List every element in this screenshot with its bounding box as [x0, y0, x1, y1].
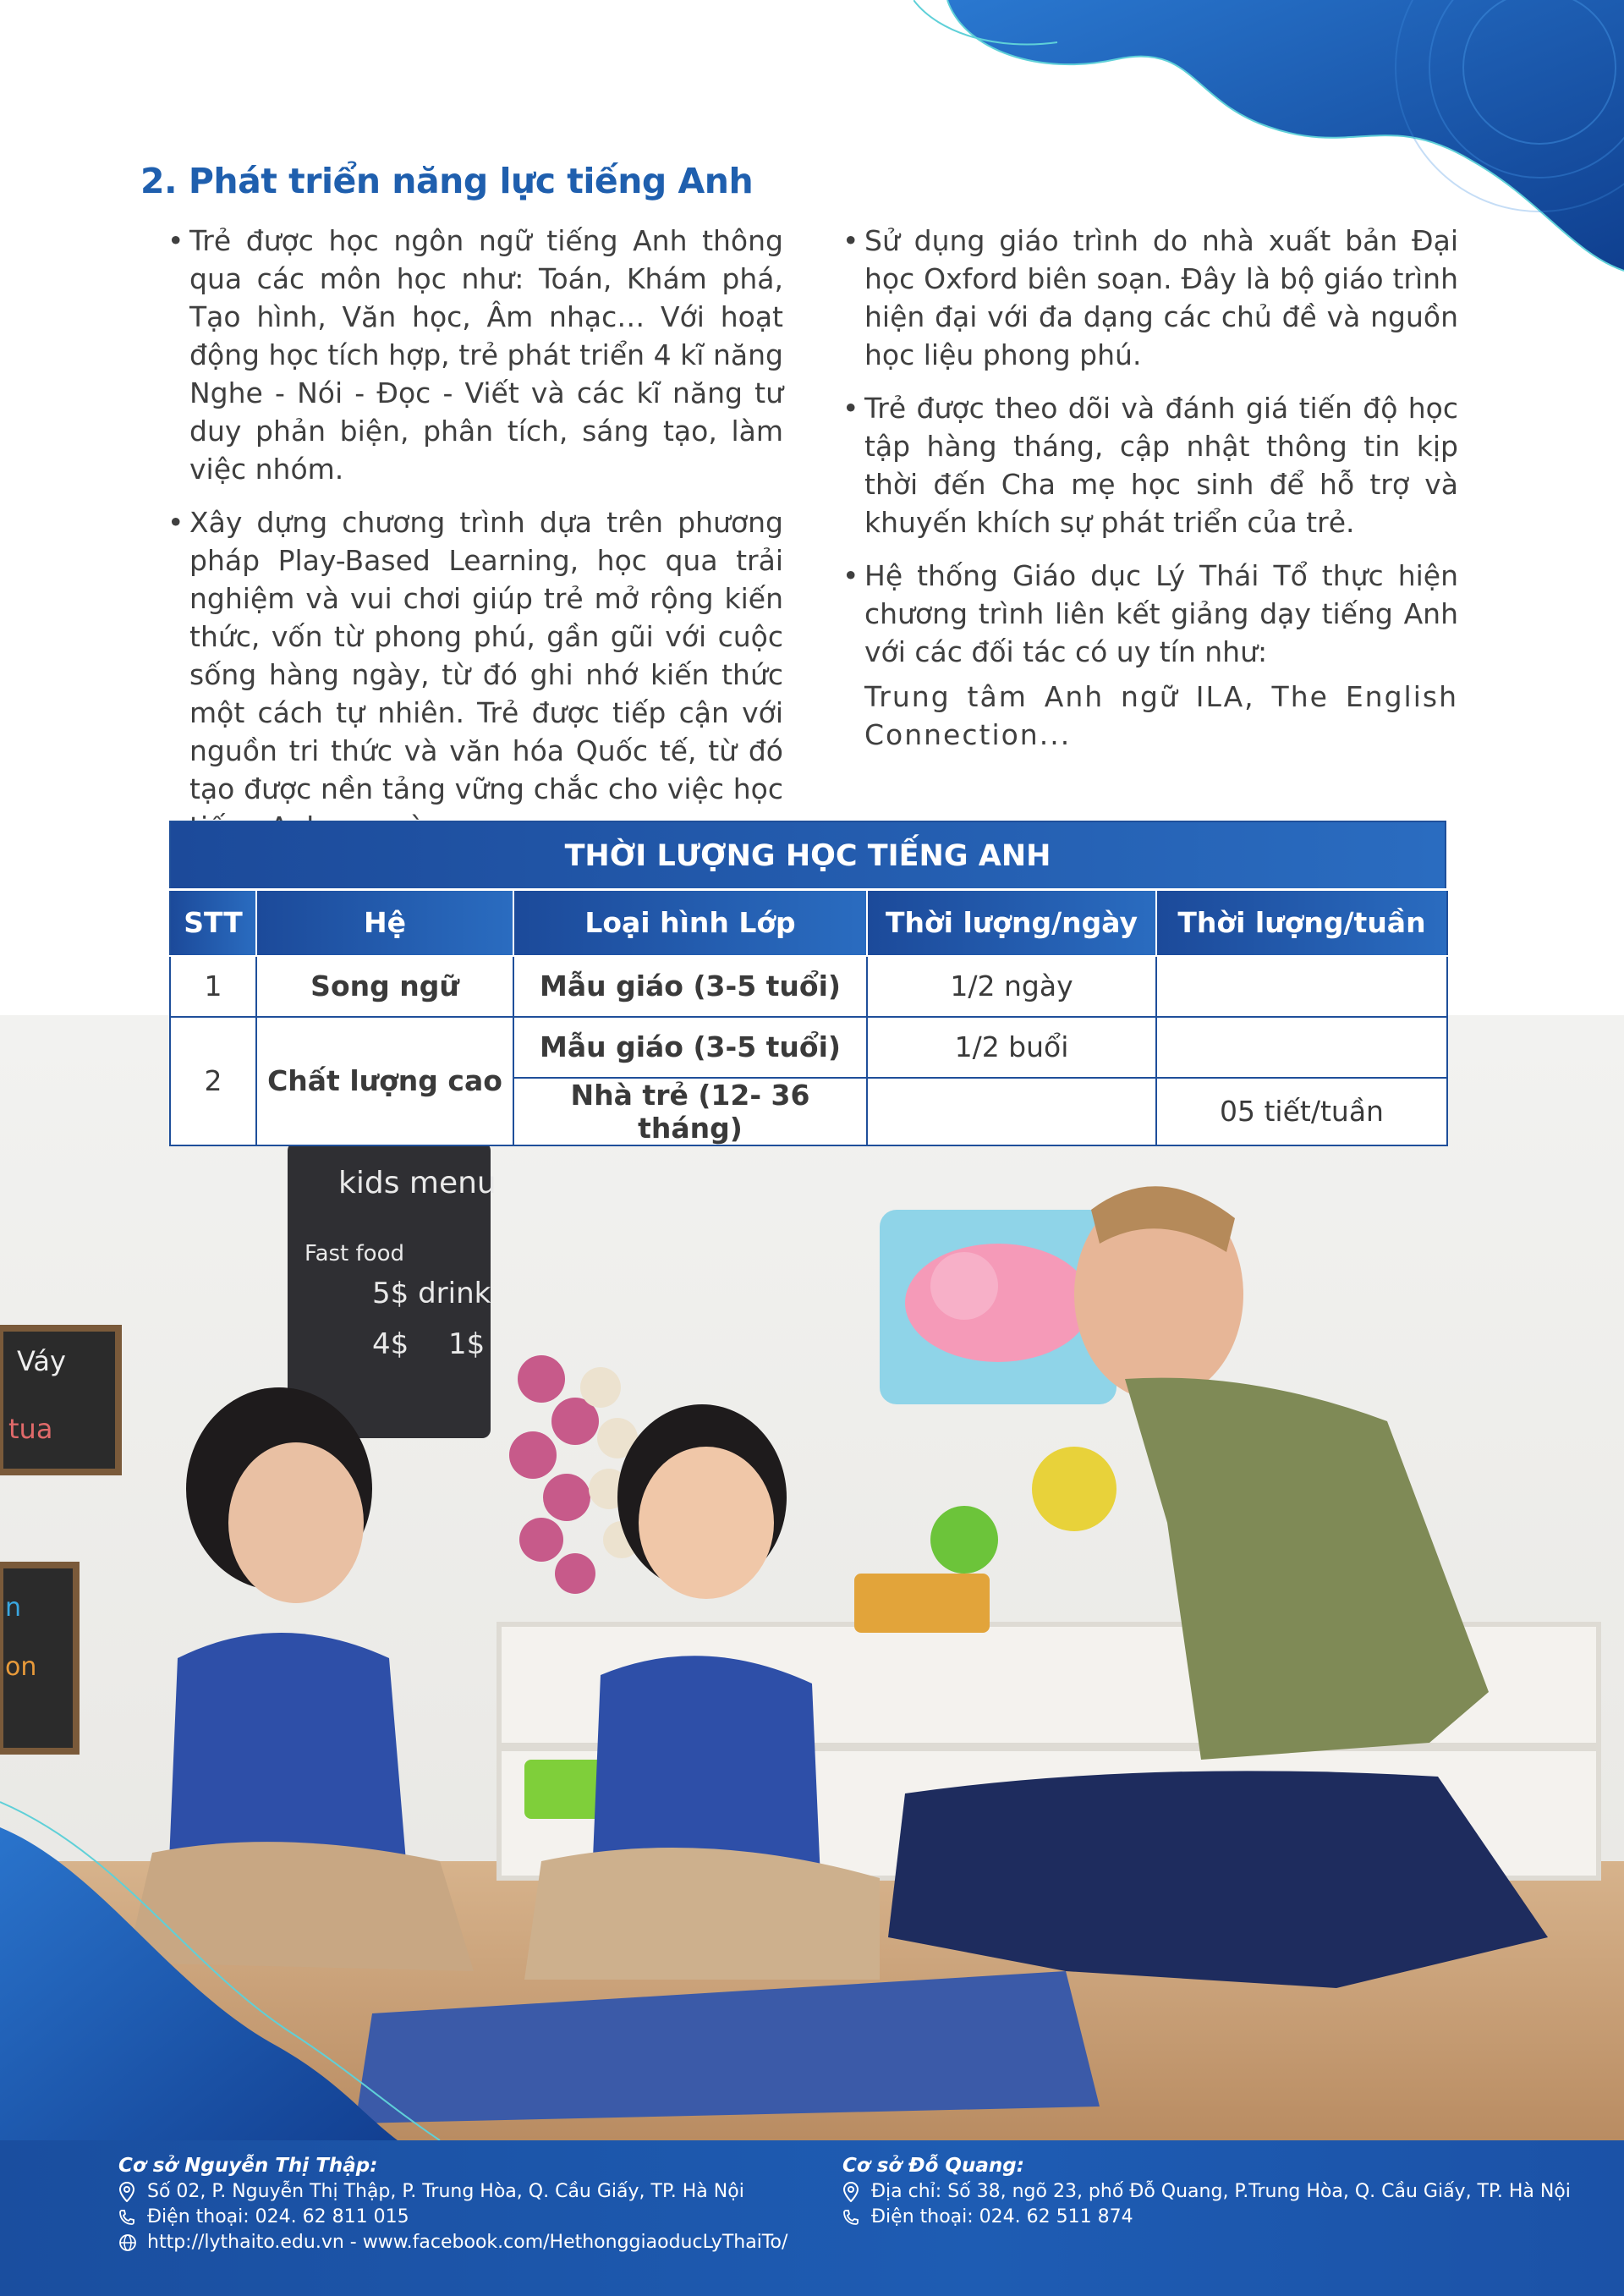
- phone-icon: [842, 2209, 871, 2226]
- table-row: [170, 1017, 1447, 1078]
- branch-do-quang: [842, 2152, 1571, 2230]
- cell-ngay: 1/2 ngày: [867, 956, 1156, 1017]
- branch2-address: Địa chỉ: Số 38, ngõ 23, phố Đỗ Quang, P.Trung Hòa, Q. Cầu Giấy, TP. Hà Nội: [871, 2181, 1571, 2202]
- branch1-web-links[interactable]: http://lythaito.edu.vn - www.facebook.com/HethonggiaoducLyThaiTo/: [147, 2232, 788, 2253]
- cell-he: Song ngữ: [256, 956, 513, 1017]
- classroom-photo: [0, 1015, 1624, 2140]
- footer: [0, 2140, 1624, 2296]
- right-bullet-2: • Trẻ được theo dõi và đánh giá tiến độ học tập hàng tháng, cập nhật thông tin kịp thời đến Cha mẹ học sinh để hỗ trợ và khuyến khích sự phát triển của trẻ.: [841, 389, 1458, 541]
- header-stt: STT: [170, 890, 256, 956]
- kids-menu-board: [288, 1142, 497, 1438]
- cell-loai: Mẫu giáo (3-5 tuổi): [513, 956, 867, 1017]
- globe-icon: [118, 2233, 147, 2252]
- left-bullet-2: • Xây dựng chương trình dựa trên phương pháp Play-Based Learning, học qua trải nghiệm và vui chơi giúp trẻ mở rộng kiến thức, vốn từ phong phú, gần gũi với cuộc sống hàng ngày, từ đó ghi nhớ kiến thức một cách tự nhiên. Trẻ được tiếp cận với nguồn tri thức và văn hóa Quốc tế, từ đó tạo được nền tảng vững chắc cho việc học: [166, 503, 783, 846]
- branch-nguyen-thi-thap: [118, 2152, 787, 2255]
- location-pin-icon: [842, 2182, 871, 2202]
- partners-text: Trung tâm Anh ngữ ILA, The English Connection...: [864, 680, 1458, 751]
- board-item-price-1: 1$: [448, 1327, 486, 1361]
- left-column: [166, 222, 783, 861]
- branch2-title: Cơ sở Đỗ Quang:: [842, 2155, 1024, 2177]
- board-title: kids menu: [338, 1166, 497, 1200]
- schedule-table: [169, 821, 1446, 1146]
- right-bullet-3: [841, 557, 1458, 754]
- cell-he: Chất lượng cao: [256, 1017, 513, 1145]
- table-title: THỜI LƯỢNG HỌC TIẾNG ANH: [169, 821, 1446, 888]
- board-item-drink: 5$ drink: [372, 1277, 491, 1310]
- far-left-board-word-1: n: [5, 1593, 22, 1623]
- table-header-row: [170, 890, 1447, 956]
- cell-tuan: [1156, 1017, 1447, 1078]
- branch1-title: Cơ sở Nguyễn Thị Thập:: [118, 2155, 378, 2177]
- cell-tuan: 05 tiết/tuần: [1156, 1078, 1447, 1145]
- cell-ngay: 1/2 buổi: [867, 1017, 1156, 1078]
- cell-tuan: [1156, 956, 1447, 1017]
- table-row: [170, 956, 1447, 1017]
- header-loai-hinh-lop: Loại hình Lớp: [513, 890, 867, 956]
- left-board-word-2: tua: [8, 1413, 53, 1445]
- phone-icon: [118, 2209, 147, 2226]
- board-item-price-4: 4$: [372, 1327, 409, 1361]
- left-board-word-1: Váy: [17, 1345, 66, 1377]
- left-bullet-1: • Trẻ được học ngôn ngữ tiếng Anh thông qua các môn học như: Toán, Khám phá, Tạo hình, Văn học, Âm nhạc… Với hoạt động học tích hợp, trẻ phát triển 4 kĩ năng Nghe - Nói - Đọc - Viết và các kĩ năng tư duy phản biện, phân tích, sáng tạo, làm việc nhóm.: [166, 222, 783, 488]
- cell-stt: 1: [170, 956, 256, 1017]
- header-thoi-luong-ngay: Thời lượng/ngày: [867, 890, 1156, 956]
- branch2-phone: Điện thoại: 024. 62 511 874: [871, 2206, 1133, 2227]
- location-pin-icon: [118, 2182, 147, 2202]
- cell-loai: Mẫu giáo (3-5 tuổi): [513, 1017, 867, 1078]
- header-he: Hệ: [256, 890, 513, 956]
- right-bullet-3-text: Hệ thống Giáo dục Lý Thái Tổ thực hiện chương trình liên kết giảng dạy tiếng Anh với các đối tác có uy tín như:: [864, 559, 1458, 668]
- branch1-phone: Điện thoại: 024. 62 811 015: [147, 2206, 409, 2227]
- branch1-address: Số 02, P. Nguyễn Thị Thập, P. Trung Hòa, Q. Cầu Giấy, TP. Hà Nội: [147, 2181, 744, 2202]
- cell-loai: Nhà trẻ (12- 36 tháng): [513, 1078, 867, 1145]
- cell-stt: 2: [170, 1017, 256, 1145]
- far-left-board-word-2: on: [5, 1652, 37, 1682]
- header-thoi-luong-tuan: Thời lượng/tuần: [1156, 890, 1447, 956]
- right-column: [841, 222, 1458, 769]
- section-heading: 2. Phát triển năng lực tiếng Anh: [140, 161, 754, 201]
- board-item-fast-food: Fast food: [304, 1241, 404, 1266]
- right-bullet-1: • Sử dụng giáo trình do nhà xuất bản Đại học Oxford biên soạn. Đây là bộ giáo trình hiện đại với đa dạng các chủ đề và nguồn học liệu phong phú.: [841, 222, 1458, 374]
- cell-ngay: [867, 1078, 1156, 1145]
